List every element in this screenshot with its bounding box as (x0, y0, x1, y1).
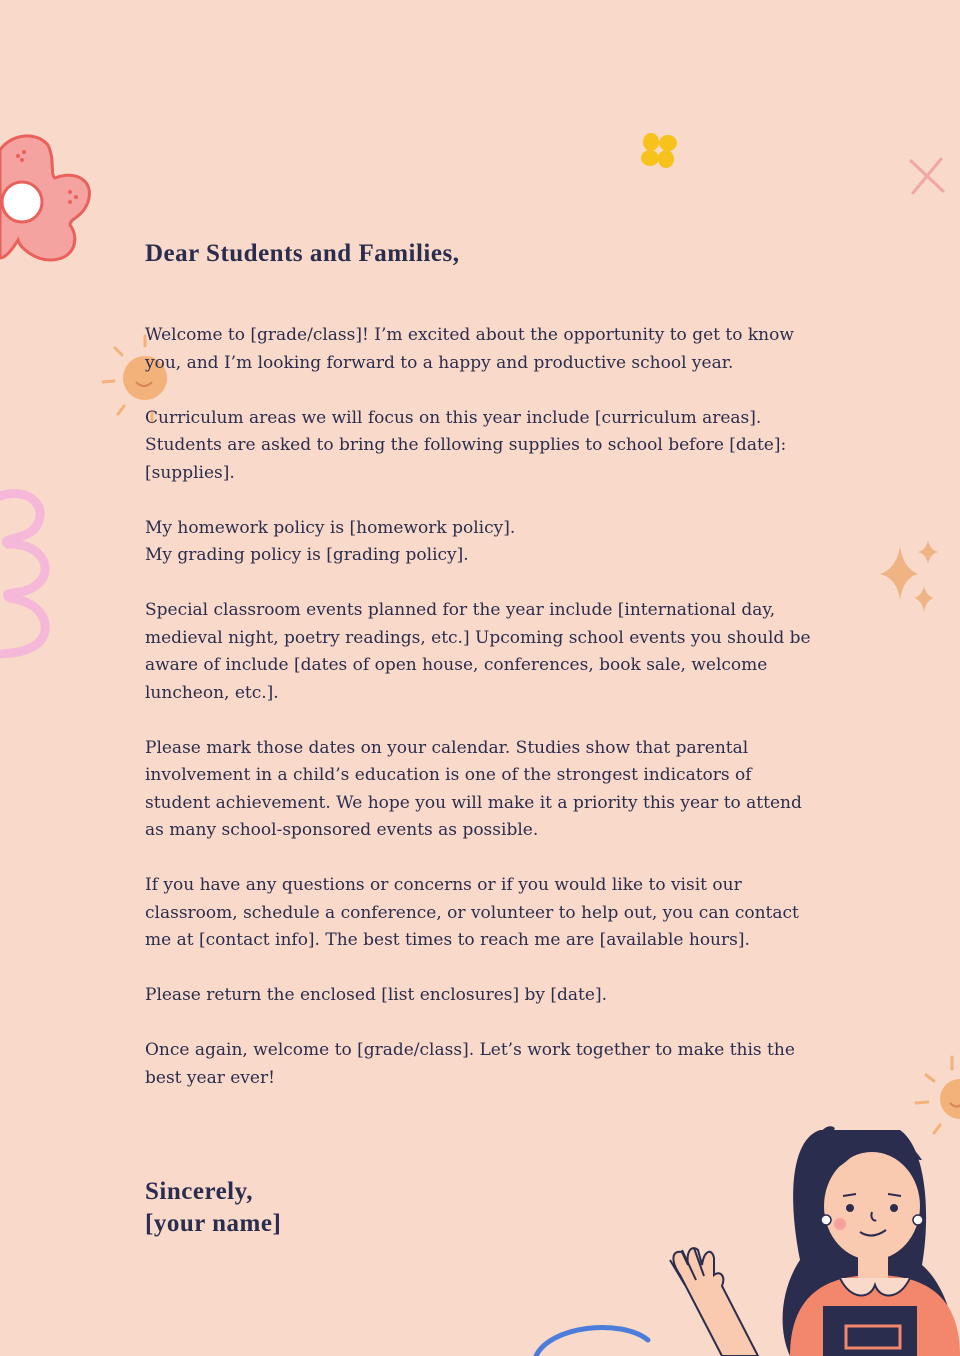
squiggle-icon (0, 488, 60, 663)
paragraph-enclosures: Please return the enclosed [list enclosures] by [date]. (145, 985, 607, 1005)
signature-block (145, 1176, 281, 1240)
paragraph-policies: My homework policy is [homework policy]. My grading policy is [grading policy]. (145, 517, 516, 565)
signature-name: [your name] (145, 1210, 282, 1237)
paragraph-welcome: Welcome to [grade/class]! I’m excited about the opportunity to get to know you, and I’m looking forward to a happy and productive school year. (145, 325, 794, 373)
letter-body (145, 322, 815, 1120)
paragraph-contact: If you have any questions or concerns or if you would like to visit our classroom, schedule a conference, or volunteer to help out, you can contact me at [contact info]. The best times to reach me are [available hours]. (145, 875, 799, 950)
paragraph-calendar: Please mark those dates on your calendar. Studies show that parental involvement in a child’s education is one of the strongest indicators of student achievement. We hope you will make it a priority this year to attend as many school-sponsored events as possible. (145, 737, 802, 840)
paragraph-closing: Once again, welcome to [grade/class]. Let’s work together to make this the best year ever! (145, 1040, 795, 1088)
blue-arc-icon (530, 1318, 660, 1356)
teacher-illustration (660, 1100, 960, 1356)
greeting-heading: Dear Students and Families, (145, 240, 460, 267)
paragraph-events: Special classroom events planned for the year include [international day, medieval night, poetry readings, etc.] Upcoming school events you should be aware of include [dates of open house, conferences, book sale, welcome luncheon, etc.]. (145, 600, 811, 703)
cross-icon (905, 155, 949, 199)
paragraph-curriculum: Curriculum areas we will focus on this year include [curriculum areas]. Students are asked to bring the following supplies to school before [date]: [supplies]. (145, 407, 787, 483)
flower-icon (0, 130, 100, 270)
signoff-text: Sincerely, (145, 1178, 254, 1205)
yellow-clover-icon (638, 130, 680, 172)
sparkles-icon (878, 538, 944, 614)
